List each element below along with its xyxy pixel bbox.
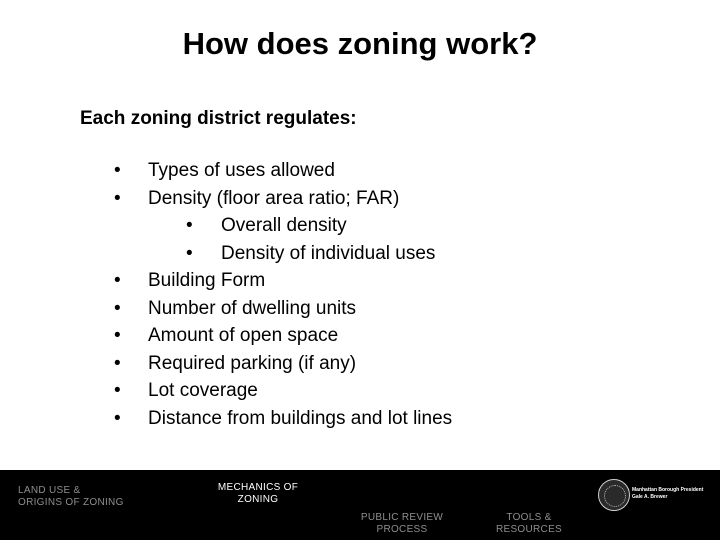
nav-label-line2: PROCESS (376, 524, 428, 535)
borough-seal-icon (598, 479, 630, 511)
list-subitem (0, 240, 720, 268)
bullet-icon: • (186, 215, 193, 236)
list-item-text: Density (floor area ratio; FAR) (148, 187, 400, 209)
bullet-icon: • (114, 297, 121, 319)
list-item (0, 157, 720, 185)
list-item-text: Distance from buildings and lot lines (148, 407, 453, 429)
list-subitem (0, 212, 720, 240)
list-item (0, 322, 720, 350)
bullet-icon: • (114, 352, 121, 374)
nav-label-line1: TOOLS & (506, 512, 552, 523)
list-item-text: Required parking (if any) (148, 352, 357, 374)
list-item (0, 295, 720, 323)
nav-tools-resources[interactable] (479, 512, 579, 536)
list-item (0, 377, 720, 405)
nav-land-use-origins[interactable] (18, 485, 124, 509)
footer-nav-bar (0, 470, 720, 540)
list-item-text: Density of individual uses (221, 242, 436, 264)
list-item-text: Types of uses allowed (148, 160, 335, 181)
list-item-text: Number of dwelling units (148, 297, 357, 319)
regulation-list (0, 157, 720, 432)
list-item (0, 185, 720, 213)
slide-title: How does zoning work? (182, 26, 538, 61)
nav-label-line2: ZONING (237, 494, 279, 505)
list-item-text: Lot coverage (148, 380, 258, 401)
bullet-icon: • (114, 407, 121, 429)
slide-subtitle: Each zoning district regulates: (80, 108, 357, 129)
nav-public-review-process[interactable] (352, 512, 452, 536)
nav-label-line1: PUBLIC REVIEW (360, 512, 444, 523)
nav-label-line2: ORIGINS OF ZONING (18, 497, 124, 508)
bullet-icon: • (114, 270, 121, 291)
nav-mechanics-of-zoning[interactable] (208, 482, 308, 506)
list-item (0, 350, 720, 378)
list-item-text: Building Form (148, 270, 266, 291)
list-item-text: Overall density (221, 215, 347, 236)
credit-line1: Manhattan Borough President (632, 487, 704, 493)
nav-label-line2: RESOURCES (495, 524, 563, 535)
bullet-icon: • (114, 325, 121, 346)
credit-text (632, 487, 703, 501)
credit-line2: Gale A. Brewer (632, 494, 668, 500)
nav-label-line1: MECHANICS OF (217, 482, 299, 493)
list-item (0, 405, 720, 433)
bullet-icon: • (186, 242, 193, 264)
list-item-text: Amount of open space (148, 325, 339, 346)
list-item (0, 267, 720, 295)
nav-label-line1: LAND USE & (18, 485, 81, 496)
bullet-icon: • (114, 380, 121, 401)
bullet-icon: • (114, 160, 121, 181)
bullet-icon: • (114, 187, 121, 209)
